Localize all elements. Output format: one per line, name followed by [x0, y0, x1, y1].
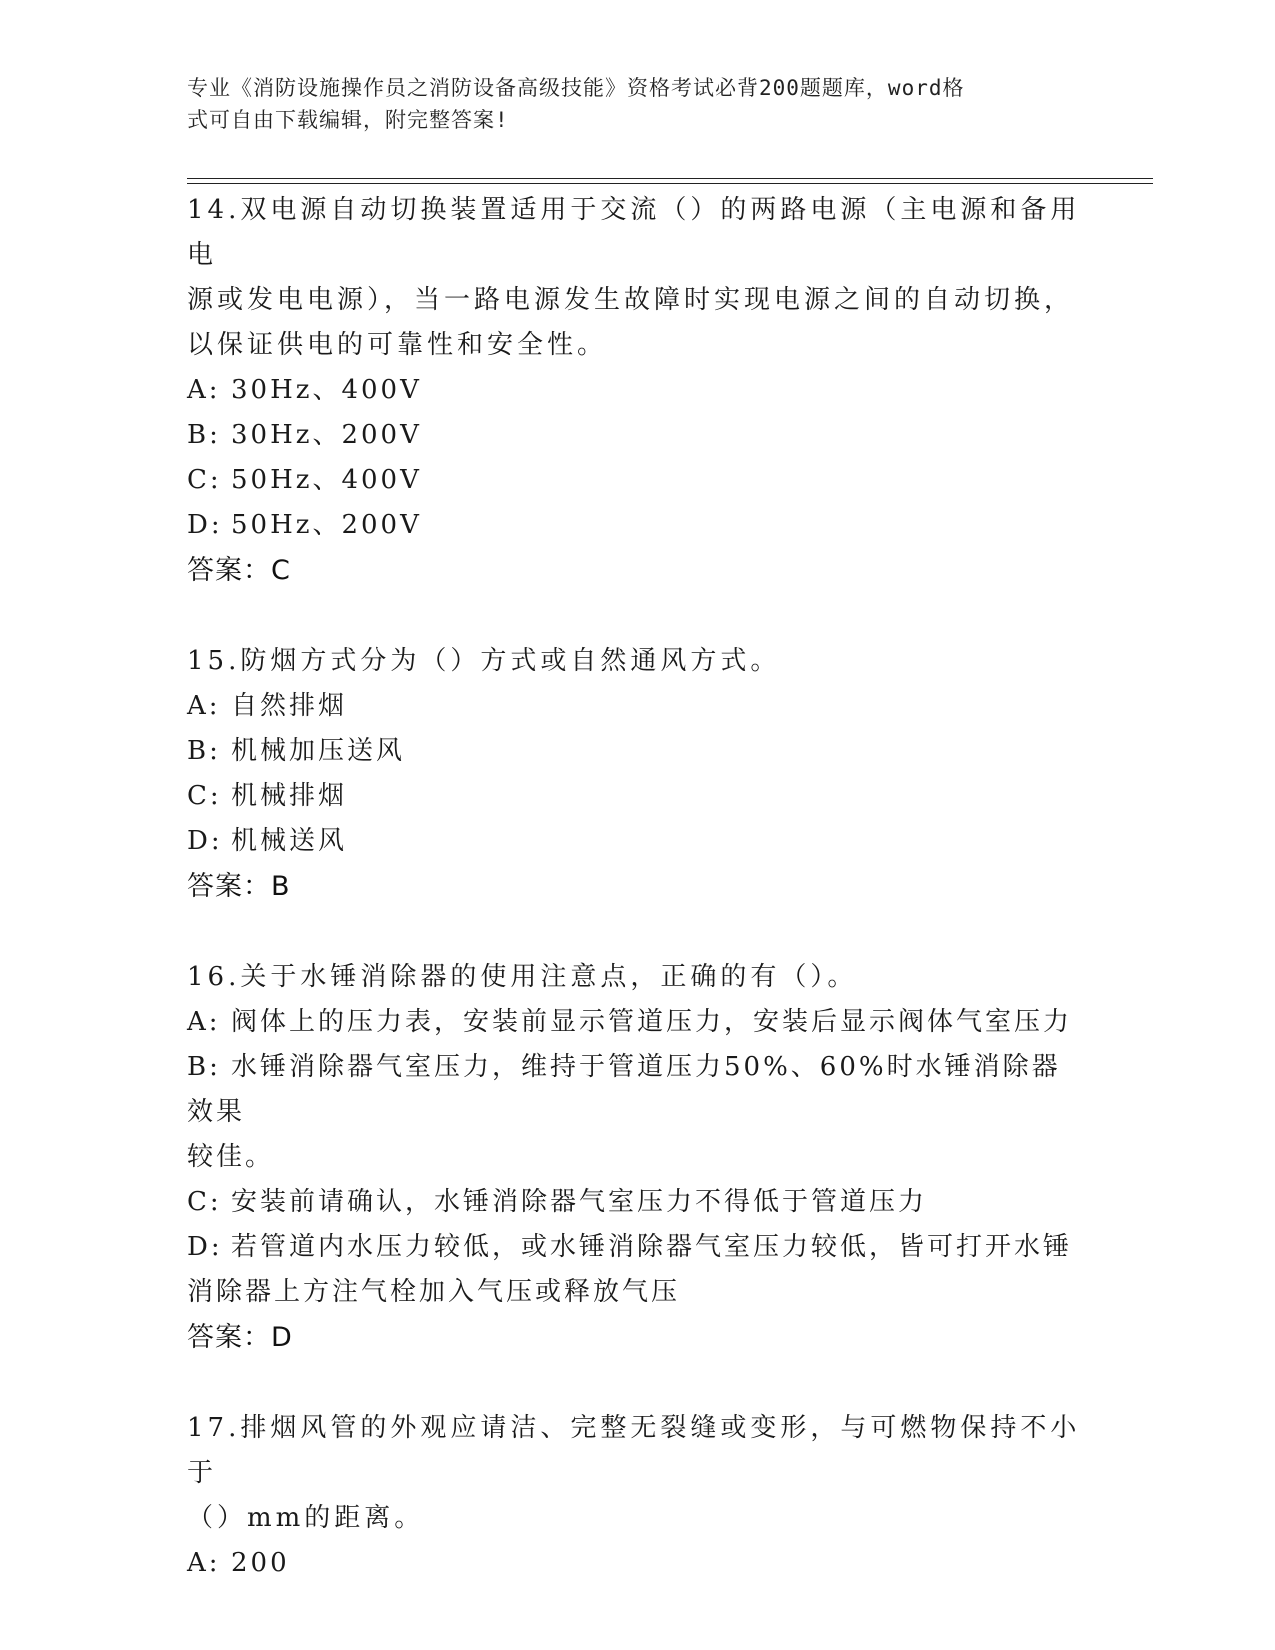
question-stem	[187, 1406, 1087, 1541]
option-d	[187, 819, 1087, 864]
header-line-2: 式可自由下载编辑，附完整答案!	[187, 108, 509, 132]
document-header	[187, 72, 1067, 136]
stem-line: （）mm的距离。	[187, 1503, 425, 1533]
option-letter: B:	[187, 1052, 221, 1082]
option-letter: B:	[187, 420, 221, 450]
option-letter: A:	[187, 691, 221, 721]
question-15	[187, 639, 1087, 909]
option-d	[187, 503, 1087, 548]
stem-line: 17.排烟风管的外观应请洁、完整无裂缝或变形，与可燃物保持不小于	[187, 1413, 1081, 1488]
option-letter: C:	[187, 781, 222, 811]
option-text-continued: 消除器上方注气栓加入气压或释放气压	[187, 1277, 681, 1307]
answer-line: 答案：C	[187, 555, 291, 586]
option-text: 30Hz、400V	[231, 375, 422, 405]
stem-line: 14.双电源自动切换装置适用于交流（）的两路电源（主电源和备用电	[187, 195, 1081, 270]
option-letter: D:	[187, 826, 223, 856]
option-a	[187, 368, 1087, 413]
option-letter: B:	[187, 736, 221, 766]
option-text: 机械送风	[231, 826, 348, 856]
option-b	[187, 413, 1087, 458]
option-c	[187, 1180, 1087, 1225]
option-text: 机械加压送风	[231, 736, 406, 766]
option-d	[187, 1225, 1087, 1270]
option-d-continued	[187, 1270, 1087, 1315]
option-letter: A:	[187, 1548, 221, 1578]
stem-line: 源或发电电源），当一路电源发生故障时实现电源之间的自动切换，	[187, 285, 1075, 315]
option-text: 机械排烟	[231, 781, 348, 811]
option-text: 200	[231, 1548, 290, 1578]
option-letter: A:	[187, 1007, 221, 1037]
option-text: 阀体上的压力表，安装前显示管道压力，安装后显示阀体气室压力	[231, 1007, 1073, 1037]
option-b	[187, 1045, 1087, 1135]
header-divider	[187, 178, 1153, 184]
option-letter: D:	[187, 510, 223, 540]
option-c	[187, 458, 1087, 503]
option-text: 水锤消除器气室压力，维持于管道压力50%、60%时水锤消除器效果	[187, 1052, 1061, 1127]
option-text: 50Hz、400V	[231, 465, 422, 495]
option-letter: C:	[187, 1187, 222, 1217]
question-14	[187, 188, 1087, 593]
option-b-continued	[187, 1135, 1087, 1180]
question-list	[187, 188, 1087, 1632]
option-c	[187, 774, 1087, 819]
option-a	[187, 684, 1087, 729]
question-stem	[187, 955, 1087, 1000]
option-letter: C:	[187, 465, 222, 495]
question-17	[187, 1406, 1087, 1586]
option-text: 30Hz、200V	[231, 420, 422, 450]
question-stem	[187, 188, 1087, 368]
answer-line: 答案：B	[187, 871, 291, 902]
option-text: 50Hz、200V	[231, 510, 422, 540]
stem-line: 以保证供电的可靠性和安全性。	[187, 330, 608, 360]
question-stem	[187, 639, 1087, 684]
option-a	[187, 1000, 1087, 1045]
option-a	[187, 1541, 1087, 1586]
stem-line: 16.关于水锤消除器的使用注意点，正确的有（）。	[187, 962, 858, 992]
option-text-continued: 较佳。	[187, 1142, 275, 1172]
option-text: 若管道内水压力较低，或水锤消除器气室压力较低，皆可打开水锤	[231, 1232, 1073, 1262]
answer-line: 答案：D	[187, 1322, 293, 1353]
header-line-1: 专业《消防设施操作员之消防设备高级技能》资格考试必背200题题库，word格	[187, 76, 965, 100]
option-text: 安装前请确认，水锤消除器气室压力不得低于管道压力	[231, 1187, 928, 1217]
option-b	[187, 729, 1087, 774]
option-letter: A:	[187, 375, 221, 405]
stem-line: 15.防烟方式分为（）方式或自然通风方式。	[187, 646, 781, 676]
option-text: 自然排烟	[231, 691, 348, 721]
option-letter: D:	[187, 1232, 223, 1262]
question-16	[187, 955, 1087, 1360]
